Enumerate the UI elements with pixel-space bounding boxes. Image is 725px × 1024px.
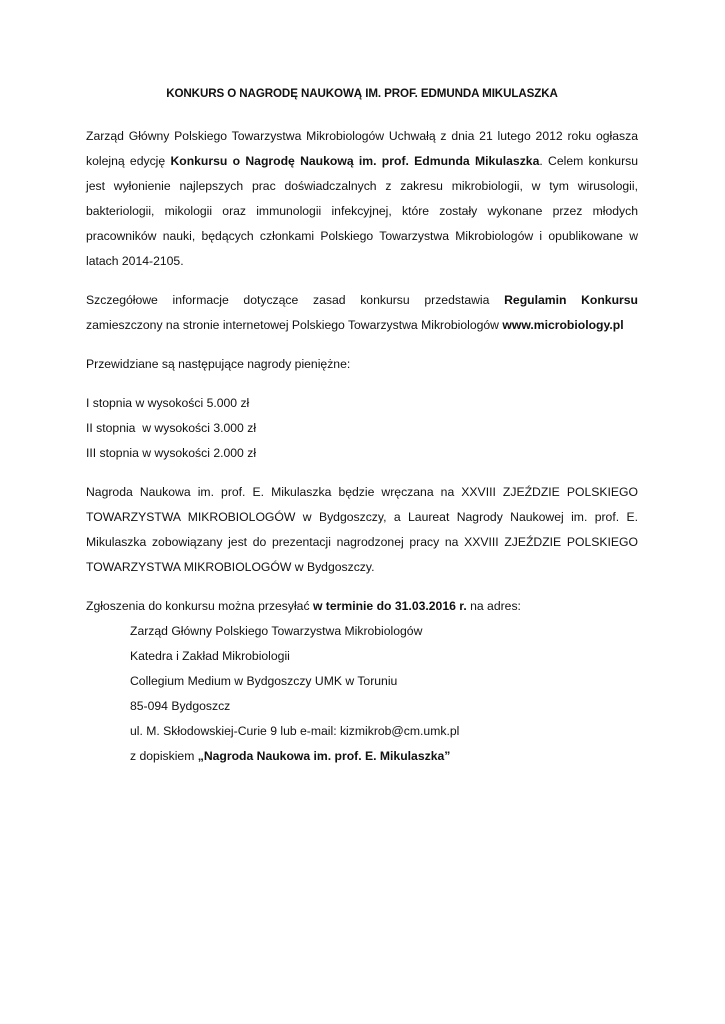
address-line-college: Collegium Medium w Bydgoszczy UMK w Toruniu — [130, 674, 398, 688]
address-note-title: „Nagroda Naukowa im. prof. E. Mikulaszka” — [197, 749, 451, 763]
submission-line — [86, 594, 638, 619]
intro-text-start: Zarząd Główny Polskiego Towarzystwa Mikrobiologów Uchwałą z dnia 21 lutego 2012 roku ogłasza kolejną edycję — [86, 129, 638, 168]
prizes-list — [86, 391, 638, 466]
submission-text-start: Zgłoszenia do konkursu można przesyłać — [86, 599, 313, 613]
details-paragraph — [86, 288, 638, 338]
address-line-organization: Zarząd Główny Polskiego Towarzystwa Mikrobiologów — [130, 624, 423, 638]
address-block — [130, 619, 638, 769]
prize-third: III stopnia w wysokości 2.000 zł — [86, 446, 257, 460]
intro-text-end: . Celem konkursu jest wyłonienie najlepszych prac doświadczalnych z zakresu mikrobiologii, w tym wirusologii, bakteriologii, mikologii oraz immunologii infekcyjnej, które zostały wykonane przez młodych pracowników nauki, będących członkami Polskiego Towarzystwa Mikrobiologów i opublikowane w latach 2014-2105. — [86, 154, 639, 268]
address-note — [130, 744, 638, 769]
prize-second: II stopnia w wysokości 3.000 zł — [86, 421, 257, 435]
submission-text-end: na adres: — [466, 599, 521, 613]
contest-name: Konkursu o Nagrodę Naukową im. prof. Edmunda Mikulaszka — [170, 154, 540, 168]
prize-first: I stopnia w wysokości 5.000 zł — [86, 396, 250, 410]
address-line-street-email: ul. M. Skłodowskiej-Curie 9 lub e-mail: kizmikrob@cm.umk.pl — [130, 724, 460, 738]
regulations-label: Regulamin Konkursu — [504, 293, 638, 307]
website-link[interactable]: www.microbiology.pl — [502, 318, 624, 332]
address-note-prefix: z dopiskiem — [130, 749, 198, 763]
submission-deadline: w terminie do 31.03.2016 r. — [312, 599, 467, 613]
document-title: KONKURS O NAGRODĘ NAUKOWĄ IM. PROF. EDMUNDA MIKULASZKA — [166, 87, 558, 100]
address-line-postal: 85-094 Bydgoszcz — [130, 699, 231, 713]
details-text-middle: zamieszczony na stronie internetowej Polskiego Towarzystwa Mikrobiologów — [86, 318, 503, 332]
details-text-start: Szczegółowe informacje dotyczące zasad konkursu przedstawia — [86, 293, 505, 307]
address-line-department: Katedra i Zakład Mikrobiologii — [130, 649, 290, 663]
document-page — [86, 86, 638, 769]
prizes-intro: Przewidziane są następujące nagrody pieniężne: — [86, 357, 351, 371]
intro-paragraph — [86, 124, 638, 274]
ceremony-paragraph: Nagroda Naukowa im. prof. E. Mikulaszka będzie wręczana na XXVIII ZJEŹDZIE POLSKIEGO TOWARZYSTWA MIKROBIOLOGÓW w Bydgoszczy, a Laureat Nagrody Naukowej im. prof. E. Mikulaszka zobowiązany jest do prezentacji nagrodzonej pracy na XXVIII ZJEŹDZIE POLSKIEGO TOWARZYSTWA MIKROBIOLOGÓW w Bydgoszczy. — [86, 485, 638, 574]
